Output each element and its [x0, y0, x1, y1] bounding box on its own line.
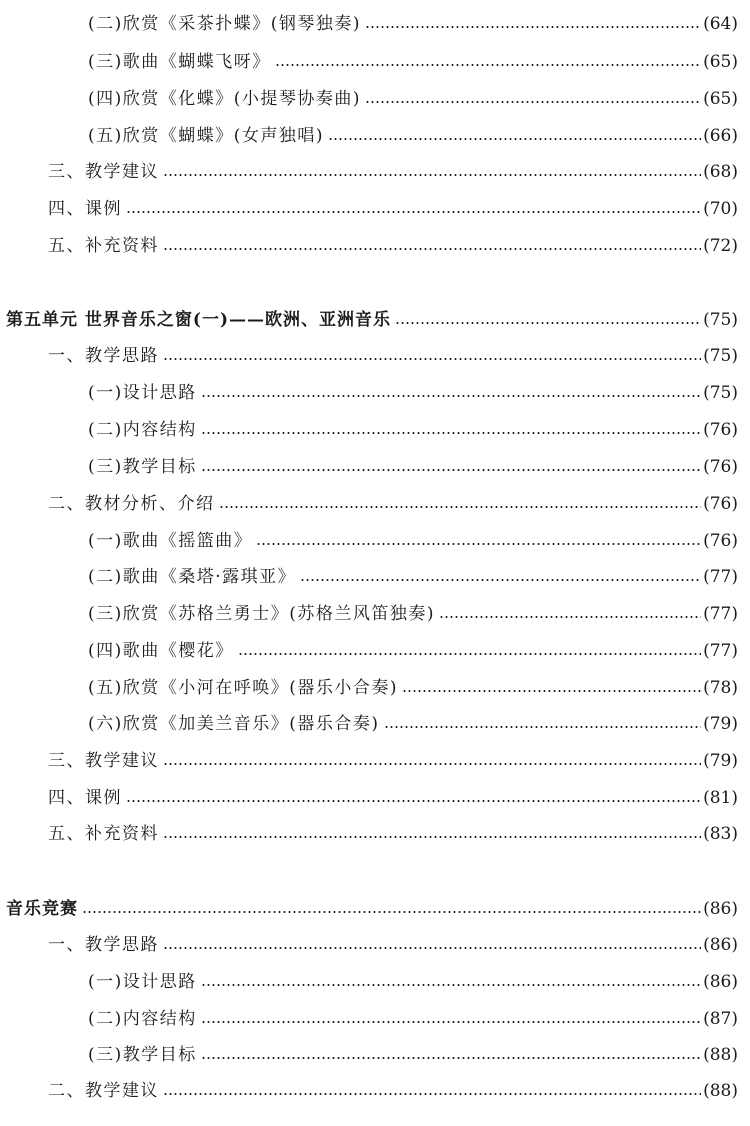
toc-entry[interactable]	[88, 526, 738, 556]
toc-entry-title: (三)歌曲《蝴蝶飞呀》	[88, 52, 271, 72]
toc-entry[interactable]	[88, 599, 738, 629]
leader-dots	[163, 248, 701, 250]
toc-entry[interactable]	[88, 709, 738, 739]
toc-entry[interactable]	[48, 194, 738, 224]
toc-entry[interactable]	[48, 819, 738, 849]
toc-entry-title: 一、教学思路	[48, 935, 159, 955]
leader-dots	[163, 358, 701, 360]
toc-entry-page: (86)	[703, 972, 738, 992]
toc-entry[interactable]	[88, 636, 738, 666]
toc-entry[interactable]	[88, 967, 738, 997]
leader-dots	[201, 395, 701, 397]
toc-entry-page: (65)	[703, 52, 738, 72]
leader-dots	[365, 101, 701, 103]
leader-dots	[201, 469, 701, 471]
leader-dots	[201, 432, 701, 434]
leader-dots	[275, 64, 701, 66]
toc-entry-page: (79)	[703, 714, 738, 734]
leader-dots	[163, 836, 701, 838]
leader-dots	[82, 911, 701, 913]
toc-entry-page: (76)	[703, 531, 738, 551]
toc-entry[interactable]	[48, 341, 738, 371]
toc-entry-title: (三)教学目标	[88, 457, 197, 477]
toc-entry-title: 四、课例	[48, 199, 122, 219]
toc-entry-page: (66)	[703, 126, 738, 146]
toc-entry[interactable]	[48, 489, 738, 519]
leader-dots	[365, 26, 701, 28]
toc-entry-page: (77)	[703, 604, 738, 624]
toc-entry-page: (83)	[703, 824, 738, 844]
toc-entry-title: 二、教材分析、介绍	[48, 494, 215, 514]
toc-entry-title: (一)歌曲《摇篮曲》	[88, 531, 253, 551]
toc-entry[interactable]	[48, 231, 738, 261]
toc-entry-page: (65)	[703, 89, 738, 109]
toc-entry-title: (四)歌曲《樱花》	[88, 641, 234, 661]
leader-dots	[328, 138, 701, 140]
leader-dots	[219, 506, 702, 508]
toc-entry-page: (72)	[703, 236, 738, 256]
toc-entry-page: (76)	[703, 494, 738, 514]
toc-entry-title: 三、教学建议	[48, 751, 159, 771]
toc-entry-title: 五、补充资料	[48, 236, 159, 256]
toc-entry-title: (一)设计思路	[88, 972, 197, 992]
leader-dots	[300, 579, 701, 581]
toc-entry-title: 二、教学建议	[48, 1081, 159, 1101]
toc-entry-page: (78)	[703, 678, 738, 698]
leader-dots	[439, 616, 701, 618]
toc-entry-page: (68)	[703, 162, 738, 182]
toc-entry-page: (75)	[703, 310, 738, 330]
toc-entry-title: (二)歌曲《桑塔·露琪亚》	[88, 567, 297, 587]
leader-dots	[201, 984, 701, 986]
toc-entry-page: (88)	[703, 1045, 738, 1065]
toc-entry[interactable]	[48, 930, 738, 960]
toc-entry-title: 音乐竞赛	[6, 899, 78, 919]
toc-entry[interactable]	[88, 415, 738, 445]
leader-dots	[395, 322, 701, 324]
leader-dots	[402, 690, 701, 692]
toc-entry-title: (四)欣赏《化蝶》(小提琴协奏曲)	[88, 89, 362, 109]
leader-dots	[238, 653, 701, 655]
toc-entry[interactable]	[88, 47, 738, 77]
toc-entry[interactable]	[48, 157, 738, 187]
toc-entry[interactable]	[88, 452, 738, 482]
leader-dots	[126, 211, 701, 213]
toc-unit-heading[interactable]	[6, 894, 738, 924]
toc-entry-title: (二)内容结构	[88, 420, 197, 440]
toc-entry-title: 第五单元 世界音乐之窗(一)——欧洲、亚洲音乐	[6, 310, 392, 330]
toc-entry-page: (77)	[703, 567, 738, 587]
toc-entry-title: (三)教学目标	[88, 1045, 197, 1065]
toc-entry[interactable]	[88, 673, 738, 703]
toc-entry-title: (五)欣赏《小河在呼唤》(器乐小合奏)	[88, 678, 399, 698]
toc-entry[interactable]	[48, 1076, 738, 1106]
leader-dots	[201, 1021, 701, 1023]
toc-entry-title: (二)欣赏《采茶扑蝶》(钢琴独奏)	[88, 14, 362, 34]
leader-dots	[163, 1093, 701, 1095]
toc-entry-title: (五)欣赏《蝴蝶》(女声独唱)	[88, 126, 325, 146]
toc-entry-title: 三、教学建议	[48, 162, 159, 182]
toc-entry-title: (三)欣赏《苏格兰勇士》(苏格兰风笛独奏)	[88, 604, 436, 624]
toc-entry-page: (81)	[703, 788, 738, 808]
toc-entry[interactable]	[88, 9, 738, 39]
toc-entry-title: (一)设计思路	[88, 383, 197, 403]
toc-entry-title: (六)欣赏《加美兰音乐》(器乐合奏)	[88, 714, 380, 734]
leader-dots	[163, 763, 701, 765]
toc-entry-page: (86)	[703, 899, 738, 919]
toc-entry[interactable]	[48, 783, 738, 813]
toc-unit-heading[interactable]	[6, 305, 738, 335]
toc-entry-title: 五、补充资料	[48, 824, 159, 844]
toc-entry-page: (64)	[703, 14, 738, 34]
toc-entry-page: (77)	[703, 641, 738, 661]
toc-entry[interactable]	[88, 562, 738, 592]
toc-entry-page: (76)	[703, 420, 738, 440]
toc-entry[interactable]	[48, 746, 738, 776]
toc-entry-page: (70)	[703, 199, 738, 219]
leader-dots	[256, 543, 701, 545]
toc-entry-page: (87)	[703, 1009, 738, 1029]
leader-dots	[201, 1057, 701, 1059]
toc-entry[interactable]	[88, 1040, 738, 1070]
leader-dots	[384, 726, 702, 728]
leader-dots	[163, 947, 701, 949]
toc-entry[interactable]	[88, 378, 738, 408]
toc-entry-title: (二)内容结构	[88, 1009, 197, 1029]
toc-entry-page: (75)	[703, 383, 738, 403]
leader-dots	[126, 800, 701, 802]
toc-entry[interactable]	[88, 1004, 738, 1034]
toc-entry-title: 四、课例	[48, 788, 122, 808]
toc-entry-title: 一、教学思路	[48, 346, 159, 366]
toc-entry-page: (86)	[703, 935, 738, 955]
toc-entry-page: (88)	[703, 1081, 738, 1101]
toc-entry-page: (75)	[703, 346, 738, 366]
toc-entry-page: (76)	[703, 457, 738, 477]
toc-entry[interactable]	[88, 121, 738, 151]
toc-entry-page: (79)	[703, 751, 738, 771]
toc-entry[interactable]	[88, 84, 738, 114]
leader-dots	[163, 174, 701, 176]
